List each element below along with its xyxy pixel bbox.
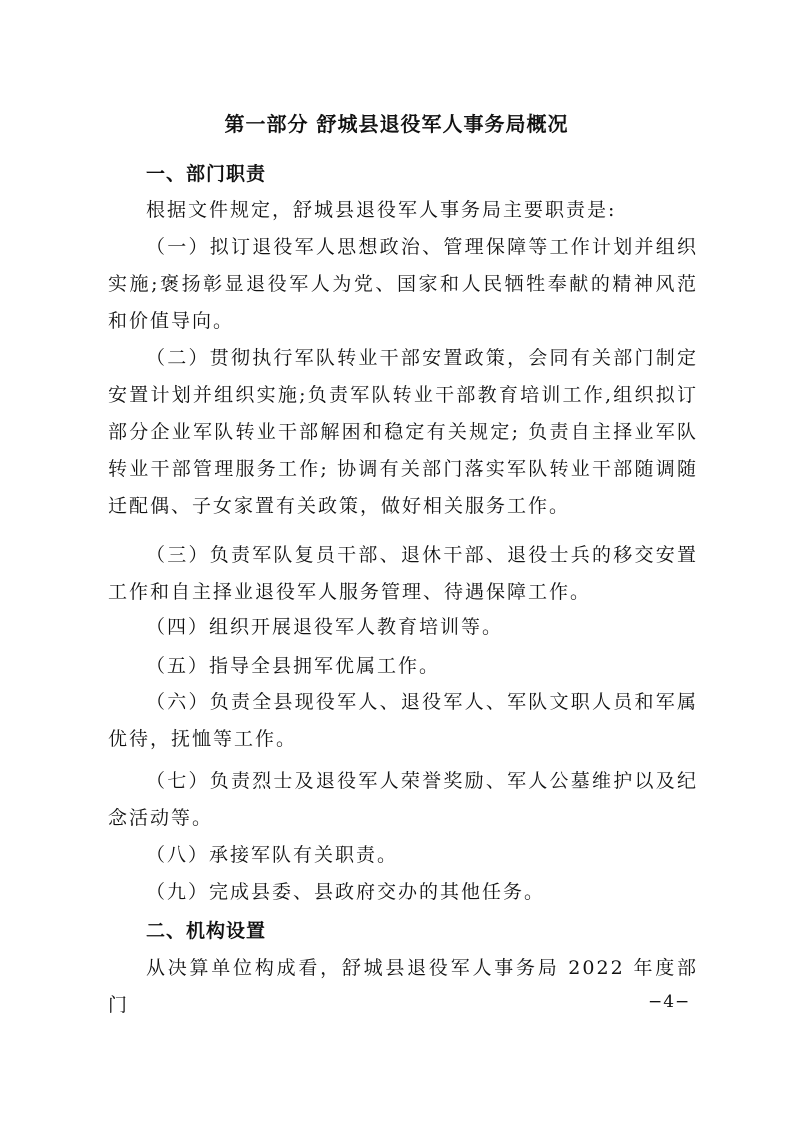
section-heading-structure: 二、机构设置 bbox=[146, 920, 267, 942]
page-number: −4− bbox=[648, 992, 691, 1012]
duty-paragraph-5: （五）指导全县拥军优属工作。 bbox=[146, 655, 441, 677]
page-title: 第一部分 舒城县退役军人事务局概况 bbox=[224, 112, 569, 136]
duty-paragraph-1: （一）拟订退役军人思想政治、管理保障等工作计划并组织实施;褒扬彰显退役军人为党、国家和人民牺牲奉献的精神风范和价值导向。 bbox=[108, 236, 698, 332]
section-heading-duties: 一、部门职责 bbox=[146, 163, 267, 185]
duty-paragraph-4: （四）组织开展退役军人教育培训等。 bbox=[146, 616, 504, 638]
structure-paragraph: 从决算单位构成看，舒城县退役军人事务局 2022 年度部门 bbox=[108, 957, 698, 1016]
duty-paragraph-9: （九）完成县委、县政府交办的其他任务。 bbox=[146, 881, 546, 903]
duty-paragraph-7: （七）负责烈士及退役军人荣誉奖励、军人公墓维护以及纪念活动等。 bbox=[108, 770, 698, 829]
duty-paragraph-6: （六）负责全县现役军人、退役军人、军队文职人员和军属优待，抚恤等工作。 bbox=[108, 691, 698, 750]
intro-paragraph: 根据文件规定，舒城县退役军人事务局主要职责是: bbox=[146, 199, 617, 221]
duty-paragraph-8: （八）承接军队有关职责。 bbox=[146, 844, 399, 866]
duty-paragraph-2: （二）贯彻执行军队转业干部安置政策，会同有关部门制定安置计划并组织实施;负责军队转业干部教育培训工作,组织拟订部分企业军队转业干部解困和稳定有关规定; 负责自主择业军队转业干部管理服务工作; 协调有关部门落实军队转业干部随调随迁配偶、子女家置有关政策，做好相关服务工作。 bbox=[108, 347, 698, 517]
duty-paragraph-3: （三）负责军队复员干部、退休干部、退役士兵的移交安置工作和自主择业退役军人服务管理、待遇保障工作。 bbox=[108, 544, 698, 603]
